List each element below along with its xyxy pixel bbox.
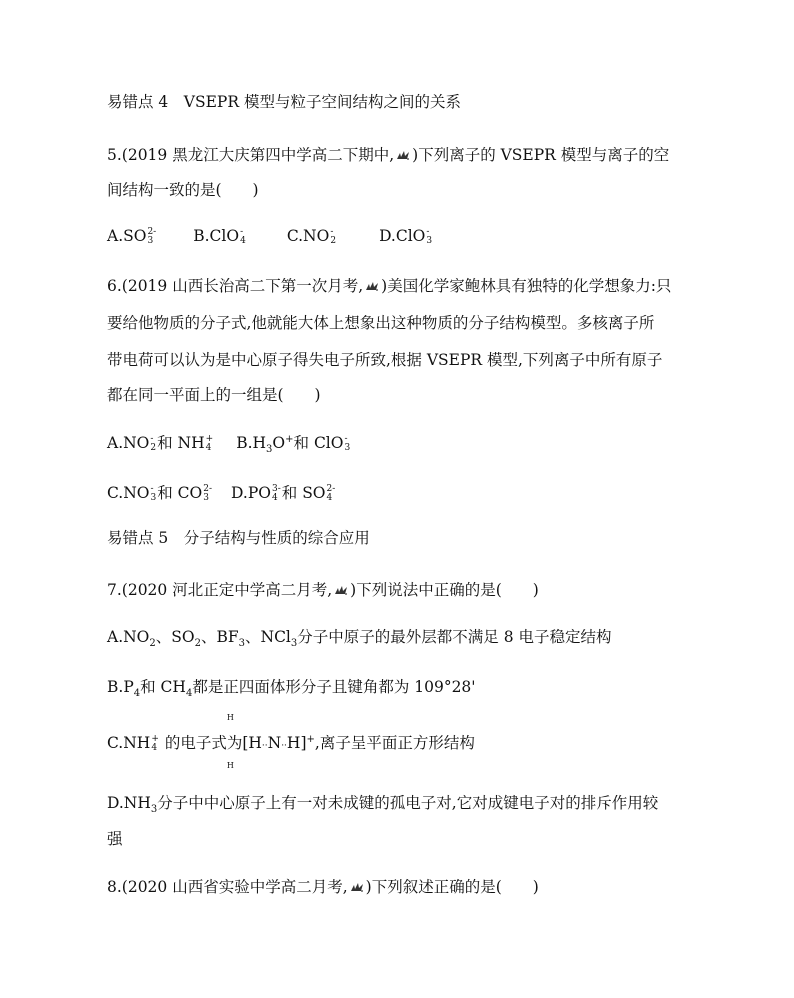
q7-source: 7.(2020 河北正定中学高二月考, (107, 581, 333, 599)
difficulty-stars-icon (395, 150, 411, 162)
q6-option-d: D.PO 3- 4 和 SO 2- 4 (231, 484, 336, 503)
q7-option-a: $A.NO_2$、$SO_2$、$BF_3$、NCl$_3$分子中原子的最外层都不满足 8 电子稳定结构 (107, 628, 612, 650)
question-5-line-2: 间结构一致的是( ) (107, 181, 259, 199)
lewis-bottom-h: H (226, 761, 234, 770)
question-5-options (107, 226, 433, 246)
q5-option-d: D.ClO - 3 (379, 227, 433, 246)
lewis-top-h: H (226, 713, 234, 722)
q6-source: 6.(2019 山西长治高二下第一次月考, (107, 277, 364, 295)
question-6-options-ab (107, 433, 351, 456)
q7-option-d: $D.NH_3$分子中中心原子上有一对未成键的孤电子对,它对成键电子对的排斥作用较 (107, 794, 659, 816)
question-6-line-2: 要给他物质的分子式,他就能大体上想象出这种物质的分子结构模型。多核离子所 (107, 314, 655, 332)
q5-stem: )下列离子的 VSEPR 模型与离子的空 (412, 146, 670, 164)
q7-option-c: C.NH + 4 的电子式为[H··N··H]+ H H ,离子呈平面正方形结构 (107, 713, 475, 770)
q8-stem: )下列叙述正确的是( ) (365, 878, 539, 896)
question-6-options-cd (107, 483, 336, 503)
difficulty-stars-icon (349, 882, 365, 894)
q6-option-a: A.NO - 2 和 NH + 4 (107, 434, 214, 453)
q7-stem: )下列说法中正确的是( ) (350, 581, 539, 599)
q5-option-b: B.ClO - 4 (193, 227, 246, 246)
q7-option-b: $B.P_4$和 $CH_4$都是正四面体形分子且键角都为 109°28' (107, 678, 476, 700)
question-6-line-3: 带电荷可以认为是中心原子得失电子所致,根据 VSEPR 模型,下列离子中所有原子 (107, 351, 663, 369)
q5-source: 5.(2019 黑龙江大庆第四中学高二下期中, (107, 146, 395, 164)
question-7-line-1 (107, 580, 539, 600)
question-6-line-4: 都在同一平面上的一组是( ) (107, 386, 321, 404)
section-heading-5: 易错点 5 分子结构与性质的综合应用 (107, 529, 370, 547)
question-5-line-1 (107, 145, 669, 165)
section-heading-4: 易错点 4 VSEPR 模型与粒子空间结构之间的关系 (107, 93, 461, 111)
q7-option-d-line-2: 强 (107, 830, 123, 848)
q6-option-c: C.NO - 3 和 CO 2- 3 (107, 484, 213, 503)
question-6-line-1 (107, 276, 671, 296)
difficulty-stars-icon (333, 585, 349, 597)
difficulty-stars-icon (364, 281, 380, 293)
q6-option-b: $B.H_3O^+$和 ClO - 3 (236, 433, 351, 456)
electron-dot-formula: 的电子式为[H··N··H]+ H H (164, 713, 315, 770)
q6-stem: )美国化学家鲍林具有独特的化学想象力:只 (381, 277, 672, 295)
q5-option-c: C.NO - 2 (286, 227, 337, 246)
q5-option-a: A.SO 2- 3 (107, 227, 157, 246)
question-8-line-1 (107, 877, 539, 897)
q8-source: 8.(2020 山西省实验中学高二月考, (107, 878, 348, 896)
